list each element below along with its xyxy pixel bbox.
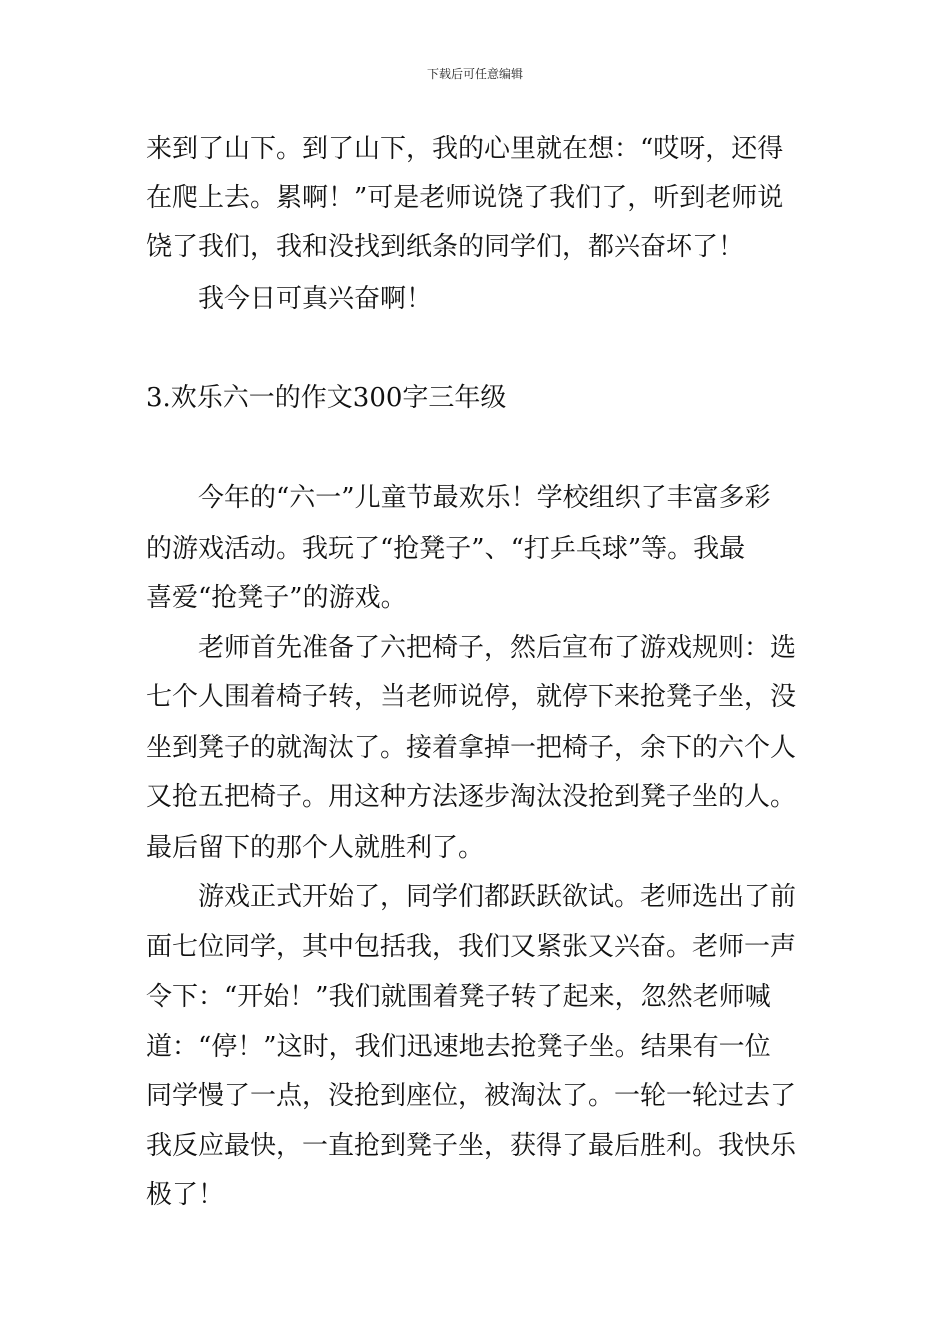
text-line: 的游戏活动。我玩了“抢凳子”、“打乒乓球”等。我最 xyxy=(146,534,746,564)
text-line: 最后留下的那个人就胜利了。 xyxy=(146,833,485,863)
section-title: 3.欢乐六一的作文300字三年级 xyxy=(146,383,507,413)
text-line: 游戏正式开始了，同学们都跃跃欲试。老师选出了前 xyxy=(198,882,797,912)
text-line: 七个人围着椅子转，当老师说停，就停下来抢凳子坐，没 xyxy=(146,682,797,712)
text-line: 道：“停！”这时，我们迅速地去抢凳子坐。结果有一位 xyxy=(146,1032,771,1062)
text-line: 老师首先准备了六把椅子，然后宣布了游戏规则：选 xyxy=(198,633,797,663)
text-line: 同学慢了一点，没抢到座位，被淘汰了。一轮一轮过去了 xyxy=(146,1081,797,1111)
page-header-note: 下载后可任意编辑 xyxy=(426,67,523,81)
text-line: 又抢五把椅子。用这种方法逐步淘汰没抢到凳子坐的人。 xyxy=(146,782,797,812)
text-line: 来到了山下。到了山下，我的心里就在想：“哎呀，还得 xyxy=(146,134,784,164)
text-line: 面七位同学，其中包括我，我们又紧张又兴奋。老师一声 xyxy=(146,932,797,962)
text-line: 极了！ xyxy=(146,1180,225,1210)
text-line: 喜爱“抢凳子”的游戏。 xyxy=(146,583,407,613)
text-line: 坐到凳子的就淘汰了。接着拿掉一把椅子，余下的六个人 xyxy=(146,733,797,763)
text-line: 我反应最快，一直抢到凳子坐，获得了最后胜利。我快乐 xyxy=(146,1131,797,1161)
text-line: 饶了我们，我和没找到纸条的同学们，都兴奋坏了！ xyxy=(146,232,745,262)
text-line: 我今日可真兴奋啊！ xyxy=(198,284,433,314)
text-line: 今年的“六一”儿童节最欢乐！学校组织了丰富多彩 xyxy=(198,483,771,513)
text-line: 在爬上去。累啊！”可是老师说饶了我们了，听到老师说 xyxy=(146,183,784,213)
text-line: 令下：“开始！”我们就围着凳子转了起来，忽然老师喊 xyxy=(146,982,771,1012)
